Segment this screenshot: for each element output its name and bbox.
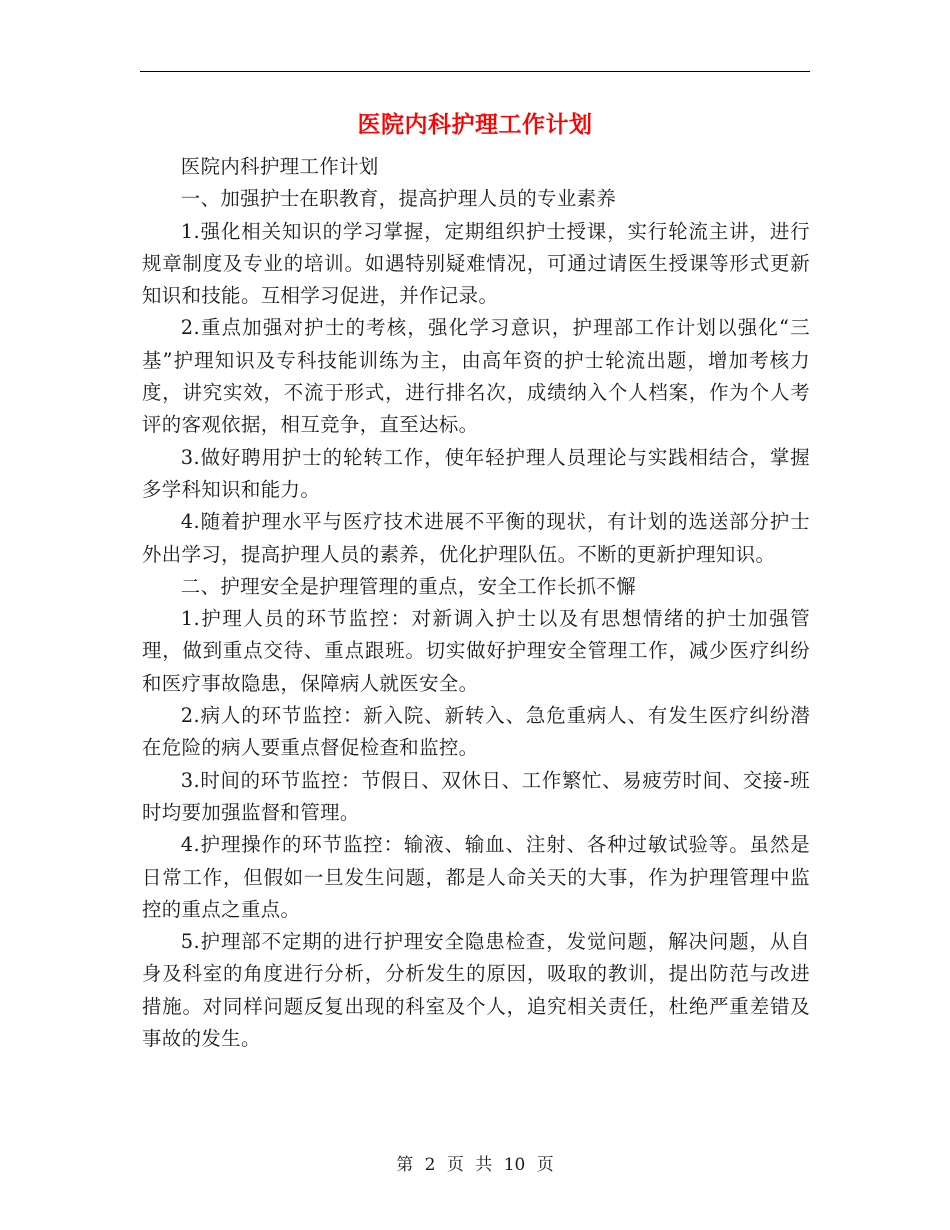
paragraph-1-1: 1.强化相关知识的学习掌握，定期组织护士授课，实行轮流主讲，进行规章制度及专业的培训。如遇特别疑难情况，可通过请医生授课等形式更新知识和技能。互相学习促进，并作记录。: [142, 219, 810, 308]
paragraph-2-2: 2.病人的环节监控：新入院、新转入、急危重病人、有发生医疗纠纷潜在危险的病人要重点督促检查和监控。: [142, 704, 810, 760]
document-body: [142, 151, 810, 1055]
paragraph-2-5: 5.护理部不定期的进行护理安全隐患检查，发觉问题，解决问题，从自身及科室的角度进行分析，分析发生的原因，吸取的教训，提出防范与改进措施。对同样问题反复出现的科室及个人，追究相关责任，杜绝严重差错及事故的发生。: [142, 930, 810, 1051]
header-rule: [140, 71, 810, 72]
paragraph-1-3: 3.做好聘用护士的轮转工作，使年轻护理人员理论与实践相结合，掌握多学科知识和能力。: [142, 445, 810, 501]
paragraph-2-1: 1.护理人员的环节监控：对新调入护士以及有思想情绪的护士加强管理，做到重点交待、重点跟班。切实做好护理安全管理工作，减少医疗纠纷和医疗事故隐患，保障病人就医安全。: [142, 607, 810, 695]
document-title: 医院内科护理工作计划: [357, 111, 593, 138]
paragraph-1-2: 2.重点加强对护士的考核，强化学习意识，护理部工作计划以强化“三基”护理知识及专科技能训练为主，由高年资的护士轮流出题，增加考核力度，讲究实效，不流于形式，进行排名次，成绩纳入个人档案，作为个人考评的客观依据，相互竞争，直至达标。: [142, 316, 810, 437]
section-heading-2: 二、护理安全是护理管理的重点，安全工作长抓不懈: [180, 574, 636, 598]
paragraph-1-4: 4.随着护理水平与医疗技术进展不平衡的现状，有计划的选送部分护士外出学习，提高护理人员的素养，优化护理队伍。不断的更新护理知识。: [142, 510, 810, 566]
page-number-footer: 第 2 页 共 10 页: [396, 1155, 554, 1175]
section-heading-1: 一、加强护士在职教育，提高护理人员的专业素养: [180, 187, 617, 211]
paragraph-2-3: 3.时间的环节监控：节假日、双休日、工作繁忙、易疲劳时间、交接-班时均要加强监督和管理。: [142, 768, 810, 824]
paragraph-subtitle: 医院内科护理工作计划: [180, 155, 379, 178]
paragraph-2-4: 4.护理操作的环节监控：输液、输血、注射、各种过敏试验等。虽然是日常工作，但假如一旦发生问题，都是人命关天的大事，作为护理管理中监控的重点之重点。: [142, 833, 810, 921]
